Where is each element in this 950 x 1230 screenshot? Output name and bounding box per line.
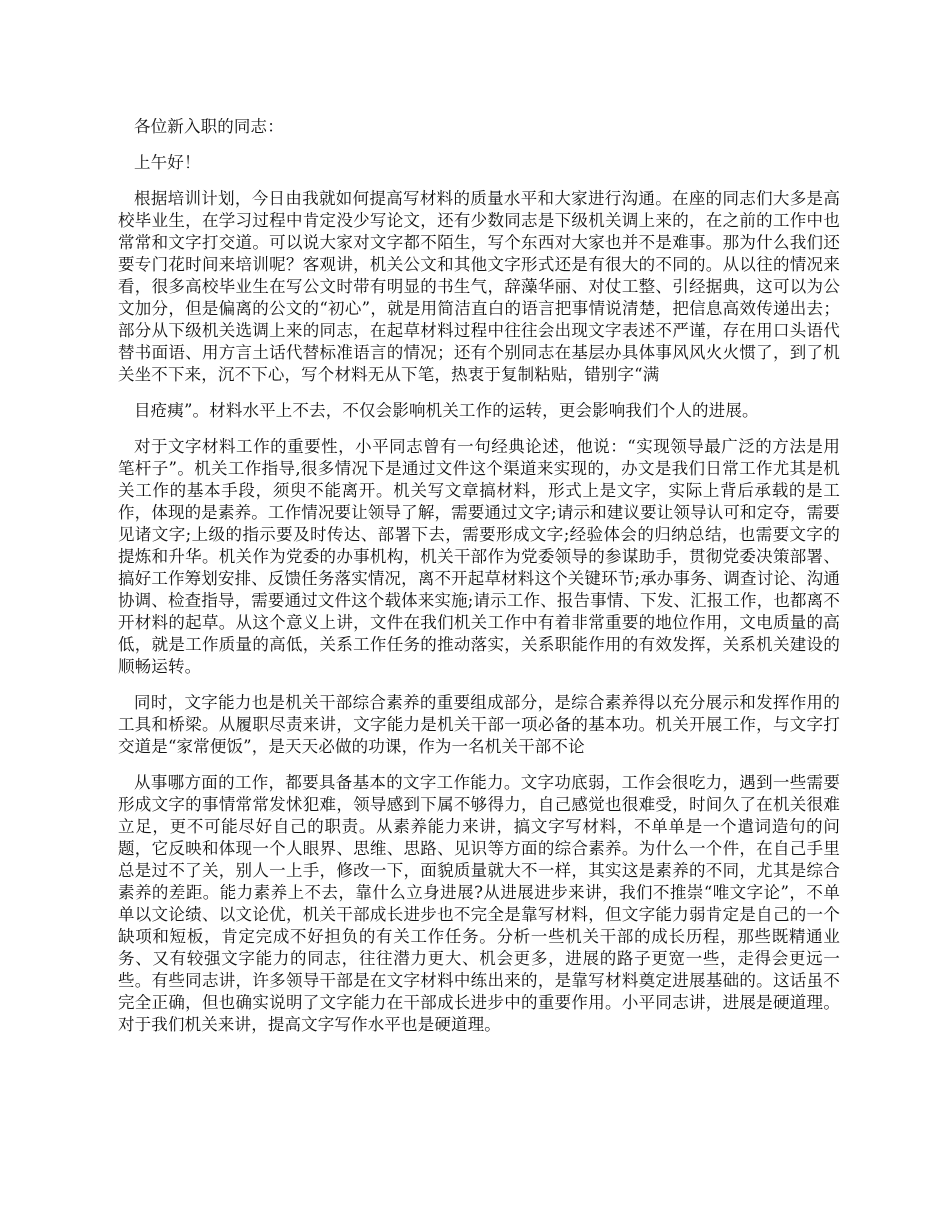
paragraph-ability: 同时，文字能力也是机关干部综合素养的重要组成部分，是综合素养得以充分展示和发挥作用的工具和桥梁。从履职尽责来讲，文字能力是机关干部一项必备的基本功。机关开展工作，与文字打交道是“家常便饭”，是天天必做的功课，作为一名机关干部不论 xyxy=(118,693,840,756)
paragraph-intro: 根据培训计划，今日由我就如何提高写材料的质量水平和大家进行沟通。在座的同志们大多是高校毕业生，在学习过程中肯定没少写论文，还有少数同志是下级机关调上来的，在之前的工作中也常常和文字打交道。可以说大家对文字都不陌生，写个东西对大家也并不是难事。那为什么我们还要专门花时间来培训呢？客观讲，机关公文和其他文字形式还是有很大的不同的。从以往的情况来看，很多高校毕业生在写公文时带有明显的书生气，辞藻华丽、对仗工整、引经据典，这可以为公文加分，但是偏离的公文的“初心”，就是用简洁直白的语言把事情说清楚，把信息高效传递出去；部分从下级机关选调上来的同志，在起草材料过程中往往会出现文字表述不严谨，存在用口头语代替书面语、用方言土话代替标准语言的情况；还有个别同志在基层办具体事风风火火惯了，到了机关坐不下来，沉不下心，写个材料无从下笔，热衷于复制粘贴，错别字“满 xyxy=(118,189,840,384)
salutation: 各位新入职的同志： xyxy=(134,117,284,136)
greeting: 上午好！ xyxy=(134,153,201,172)
paragraph-development: 从事哪方面的工作，都要具备基本的文字工作能力。文字功底弱，工作会很吃力，遇到一些需要形成文字的事情常常发怵犯难，领导感到下属不够得力，自己感觉也很难受，时间久了在机关很难立足，更不可能尽好自己的职责。从素养能力来讲，搞文字写材料，不单单是一个遣词造句的问题，它反映和体现一个人眼界、思维、思路、见识等方面的综合素养。为什么一个件，在自己手里总是过不了关，别人一上手，修改一下，面貌质量就大不一样，其实这是素养的不同，尤其是综合素养的差距。能力素养上不去，靠什么立身进展?从进展进步来讲，我们不推崇“唯文字论”，不单单以文论绩、以文论优，机关干部成长进步也不完全是靠写材料，但文字能力弱肯定是自己的一个缺项和短板，肯定完成不好担负的有关工作任务。分析一些机关干部的成长历程，那些既精通业务、又有较强文字能力的同志，往往潜力更大、机会更多，进展的路子更宽一些，走得会更远一些。有些同志讲，许多领导干部是在文字材料中练出来的，是靠写材料奠定进展基础的。这话虽不完全正确，但也确实说明了文字能力在干部成长进步中的重要作用。小平同志讲，进展是硬道理。对于我们机关来讲，提高文字写作水平也是硬道理。 xyxy=(118,773,840,1034)
document-body xyxy=(118,116,840,1050)
paragraph-continuation: 目疮痍”。材料水平上不去，不仅会影响机关工作的运转，更会影响我们个人的进展。 xyxy=(134,401,759,420)
paragraph-importance: 对于文字材料工作的重要性，小平同志曾有一句经典论述，他说：“实现领导最广泛的方法是用笔杆子”。机关工作指导,很多情况下是通过文件这个渠道来实现的，办文是我们日常工作尤其是机关工作的基本手段，须臾不能离开。机关写文章搞材料，形式上是文字，实际上背后承载的是工作，体现的是素养。工作情况要让领导了解，需要通过文字;请示和建议要让领导认可和定夺，需要见诸文字;上级的指示要及时传达、部署下去，需要形成文字;经验体会的归纳总结，也需要文字的提炼和升华。机关作为党委的办事机构，机关干部作为党委领导的参谋助手，贯彻党委决策部署、搞好工作筹划安排、反馈任务落实情况，离不开起草材料这个关键环节;承办事务、调查讨论、沟通协调、检查指导，需要通过文件这个载体来实施;请示工作、报告事情、下发、汇报工作，也都离不开材料的起草。从这个意义上讲，文件在我们机关工作中有着非常重要的地位作用，文电质量的高低，就是工作质量的高低，关系工作任务的推动落实，关系职能作用的有效发挥，关系机关建设的顺畅运转。 xyxy=(118,437,840,676)
